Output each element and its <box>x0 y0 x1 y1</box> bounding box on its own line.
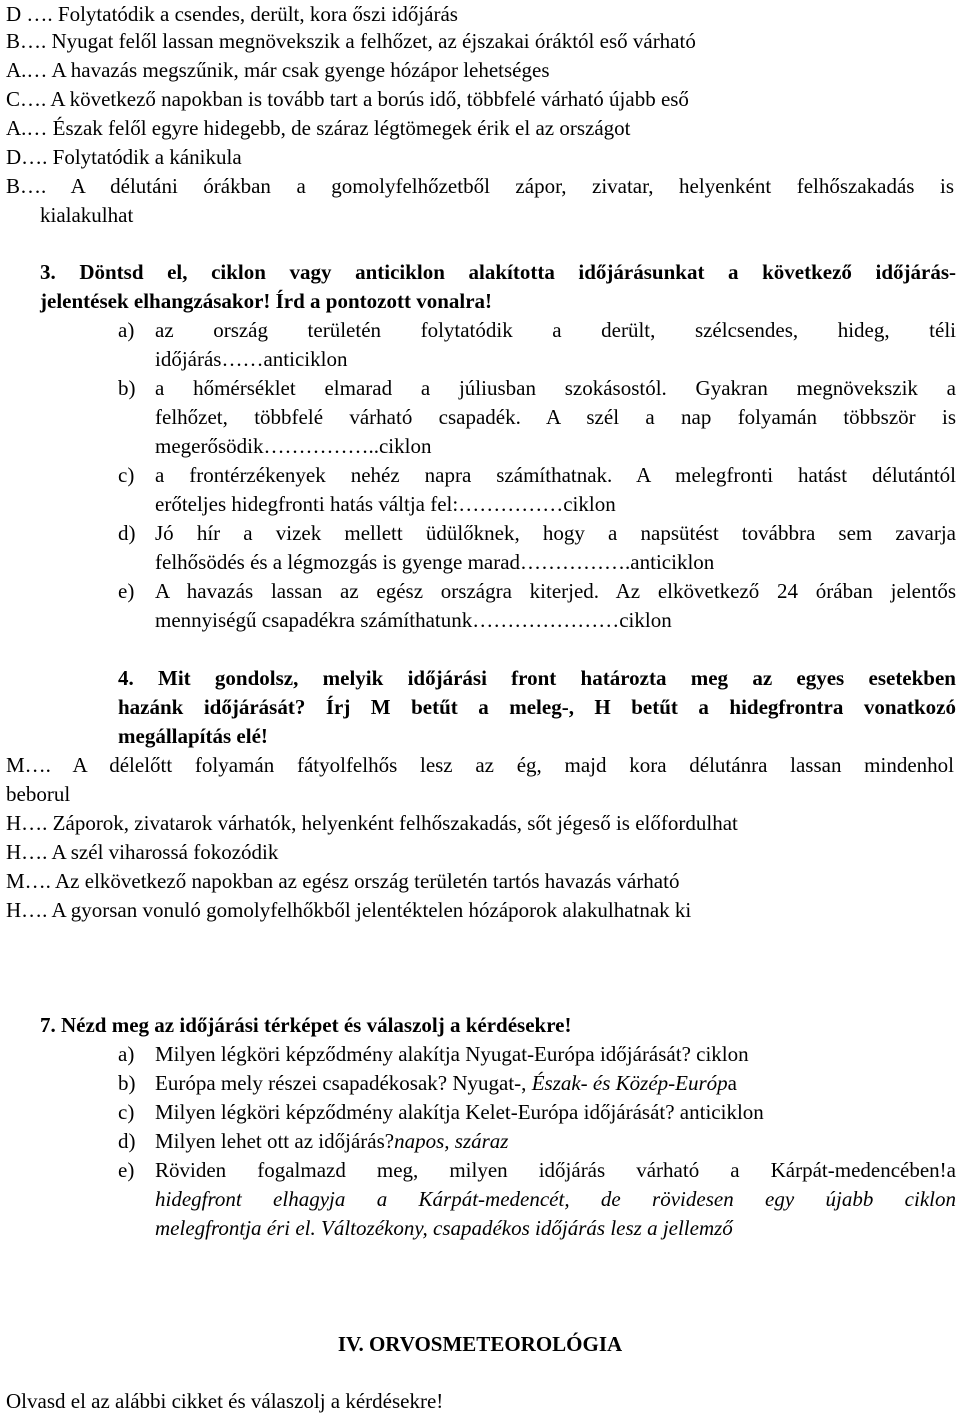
item-label: b) <box>118 1071 136 1095</box>
item-label: d) <box>118 1129 136 1153</box>
question-3-title-cont: jelentések elhangzásakor! Írd a pontozott vonalra! <box>40 289 493 313</box>
instruction-text: Olvasd el az alábbi cikket és válaszolj a kérdésekre! <box>6 1389 444 1413</box>
item-text: felhőzet, többfelé várható csapadék. A szél a nap folyamán többször is <box>155 405 956 429</box>
item-text: Milyen légköri képződmény alakítja Kelet-Európa időjárását? anticiklon <box>155 1100 764 1124</box>
item-text: Röviden fogalmazd meg, milyen időjárás várható a Kárpát-medencében!a <box>155 1158 956 1182</box>
answer-line-continuation: beborul <box>6 782 71 806</box>
item-label: d) <box>118 521 136 545</box>
item-answer: napos, száraz <box>394 1129 509 1153</box>
item-text: A havazás lassan az egész országra kiterjed. Az elkövetkező 24 órában jelentős <box>155 579 956 603</box>
answer-line: D …. Folytatódik a csendes, derült, kora őszi időjárás <box>6 2 458 26</box>
answer-line: M…. A délelőtt folyamán fátyolfelhős lesz az ég, majd kora délutánra lassan mindenhol <box>6 753 954 777</box>
answer-line: A.… Észak felől egyre hidegebb, de száraz légtömegek érik el az országot <box>6 116 631 140</box>
answer-line: A.… A havazás megszűnik, már csak gyenge hózápor lehetséges <box>6 58 550 82</box>
item-label: a) <box>118 1042 135 1066</box>
question-4-title-cont: megállapítás elé! <box>118 724 268 748</box>
item-text: a hőmérséklet elmarad a júliusban szokásostól. Gyakran megnövekszik a <box>155 376 956 400</box>
answer-line: C…. A következő napokban is tovább tart a borús idő, többfelé várható újabb eső <box>6 87 689 111</box>
question-7-title: 7. Nézd meg az időjárási térképet és válaszolj a kérdésekre! <box>40 1013 572 1037</box>
section-heading: IV. ORVOSMETEOROLÓGIA <box>337 1332 623 1356</box>
item-answer: melegfrontja éri el. Változékony, csapadékos időjárás lesz a jellemző <box>155 1216 733 1240</box>
question-3-title: 3. Döntsd el, ciklon vagy anticiklon alakította időjárásunkat a következő időjárás- <box>40 260 956 284</box>
item-text: Milyen légköri képződmény alakítja Nyugat-Európa időjárását? ciklon <box>155 1042 749 1066</box>
item-text: felhősödés és a légmozgás is gyenge marad…………….anticiklon <box>155 550 715 574</box>
item-text: megerősödik……………..ciklon <box>155 434 432 458</box>
answer-line-continuation: kialakulhat <box>40 203 134 227</box>
answer-line: H…. A gyorsan vonuló gomolyfelhőkből jelentéktelen hózáporok alakulhatnak ki <box>6 898 692 922</box>
item-text: Európa mely részei csapadékosak? Nyugat-, <box>155 1071 532 1095</box>
item-text: az ország területén folytatódik a derült, szélcsendes, hideg, téli <box>155 318 956 342</box>
answer-line: B…. Nyugat felől lassan megnövekszik a felhőzet, az éjszakai óráktól eső várható <box>6 29 696 53</box>
item-text: a <box>727 1071 737 1095</box>
item-text: Milyen lehet ott az időjárás? <box>155 1129 395 1153</box>
answer-line: H…. Záporok, zivatarok várhatók, helyenként felhőszakadás, sőt jégeső is előfordulhat <box>6 811 738 835</box>
item-answer: Észak- és Közép-Európ <box>531 1071 728 1095</box>
item-label: c) <box>118 463 135 487</box>
item-answer: hidegfront elhagyja a Kárpát-medencét, de rövidesen egy újabb ciklon <box>155 1187 956 1211</box>
item-text: erőteljes hidegfronti hatás váltja fel:……………ciklon <box>155 492 616 516</box>
answer-line: M…. Az elkövetkező napokban az egész ország területén tartós havazás várható <box>6 869 680 893</box>
question-4-title-cont: hazánk időjárását? Írj M betűt a meleg-, H betűt a hidegfrontra vonatkozó <box>118 695 956 719</box>
item-label: e) <box>118 579 135 603</box>
item-label: e) <box>118 1158 135 1182</box>
answer-line: D…. Folytatódik a kánikula <box>6 145 242 169</box>
answer-line: B…. A délutáni órákban a gomolyfelhőzetből zápor, zivatar, helyenként felhőszakadás is <box>6 174 954 198</box>
item-label: c) <box>118 1100 135 1124</box>
question-4-title: 4. Mit gondolsz, melyik időjárási front határozta meg az egyes esetekben <box>118 666 956 690</box>
item-text: időjárás……anticiklon <box>155 347 348 371</box>
item-text: a frontérzékenyek nehéz napra számíthatnak. A melegfronti hatást délutántól <box>155 463 956 487</box>
item-label: b) <box>118 376 136 400</box>
item-text: Jó hír a vizek mellett üdülőknek, hogy a napsütést továbbra sem zavarja <box>155 521 956 545</box>
item-text: mennyiségű csapadékra számíthatunk…………………ciklon <box>155 608 672 632</box>
item-label: a) <box>118 318 135 342</box>
answer-line: H…. A szél viharossá fokozódik <box>6 840 279 864</box>
